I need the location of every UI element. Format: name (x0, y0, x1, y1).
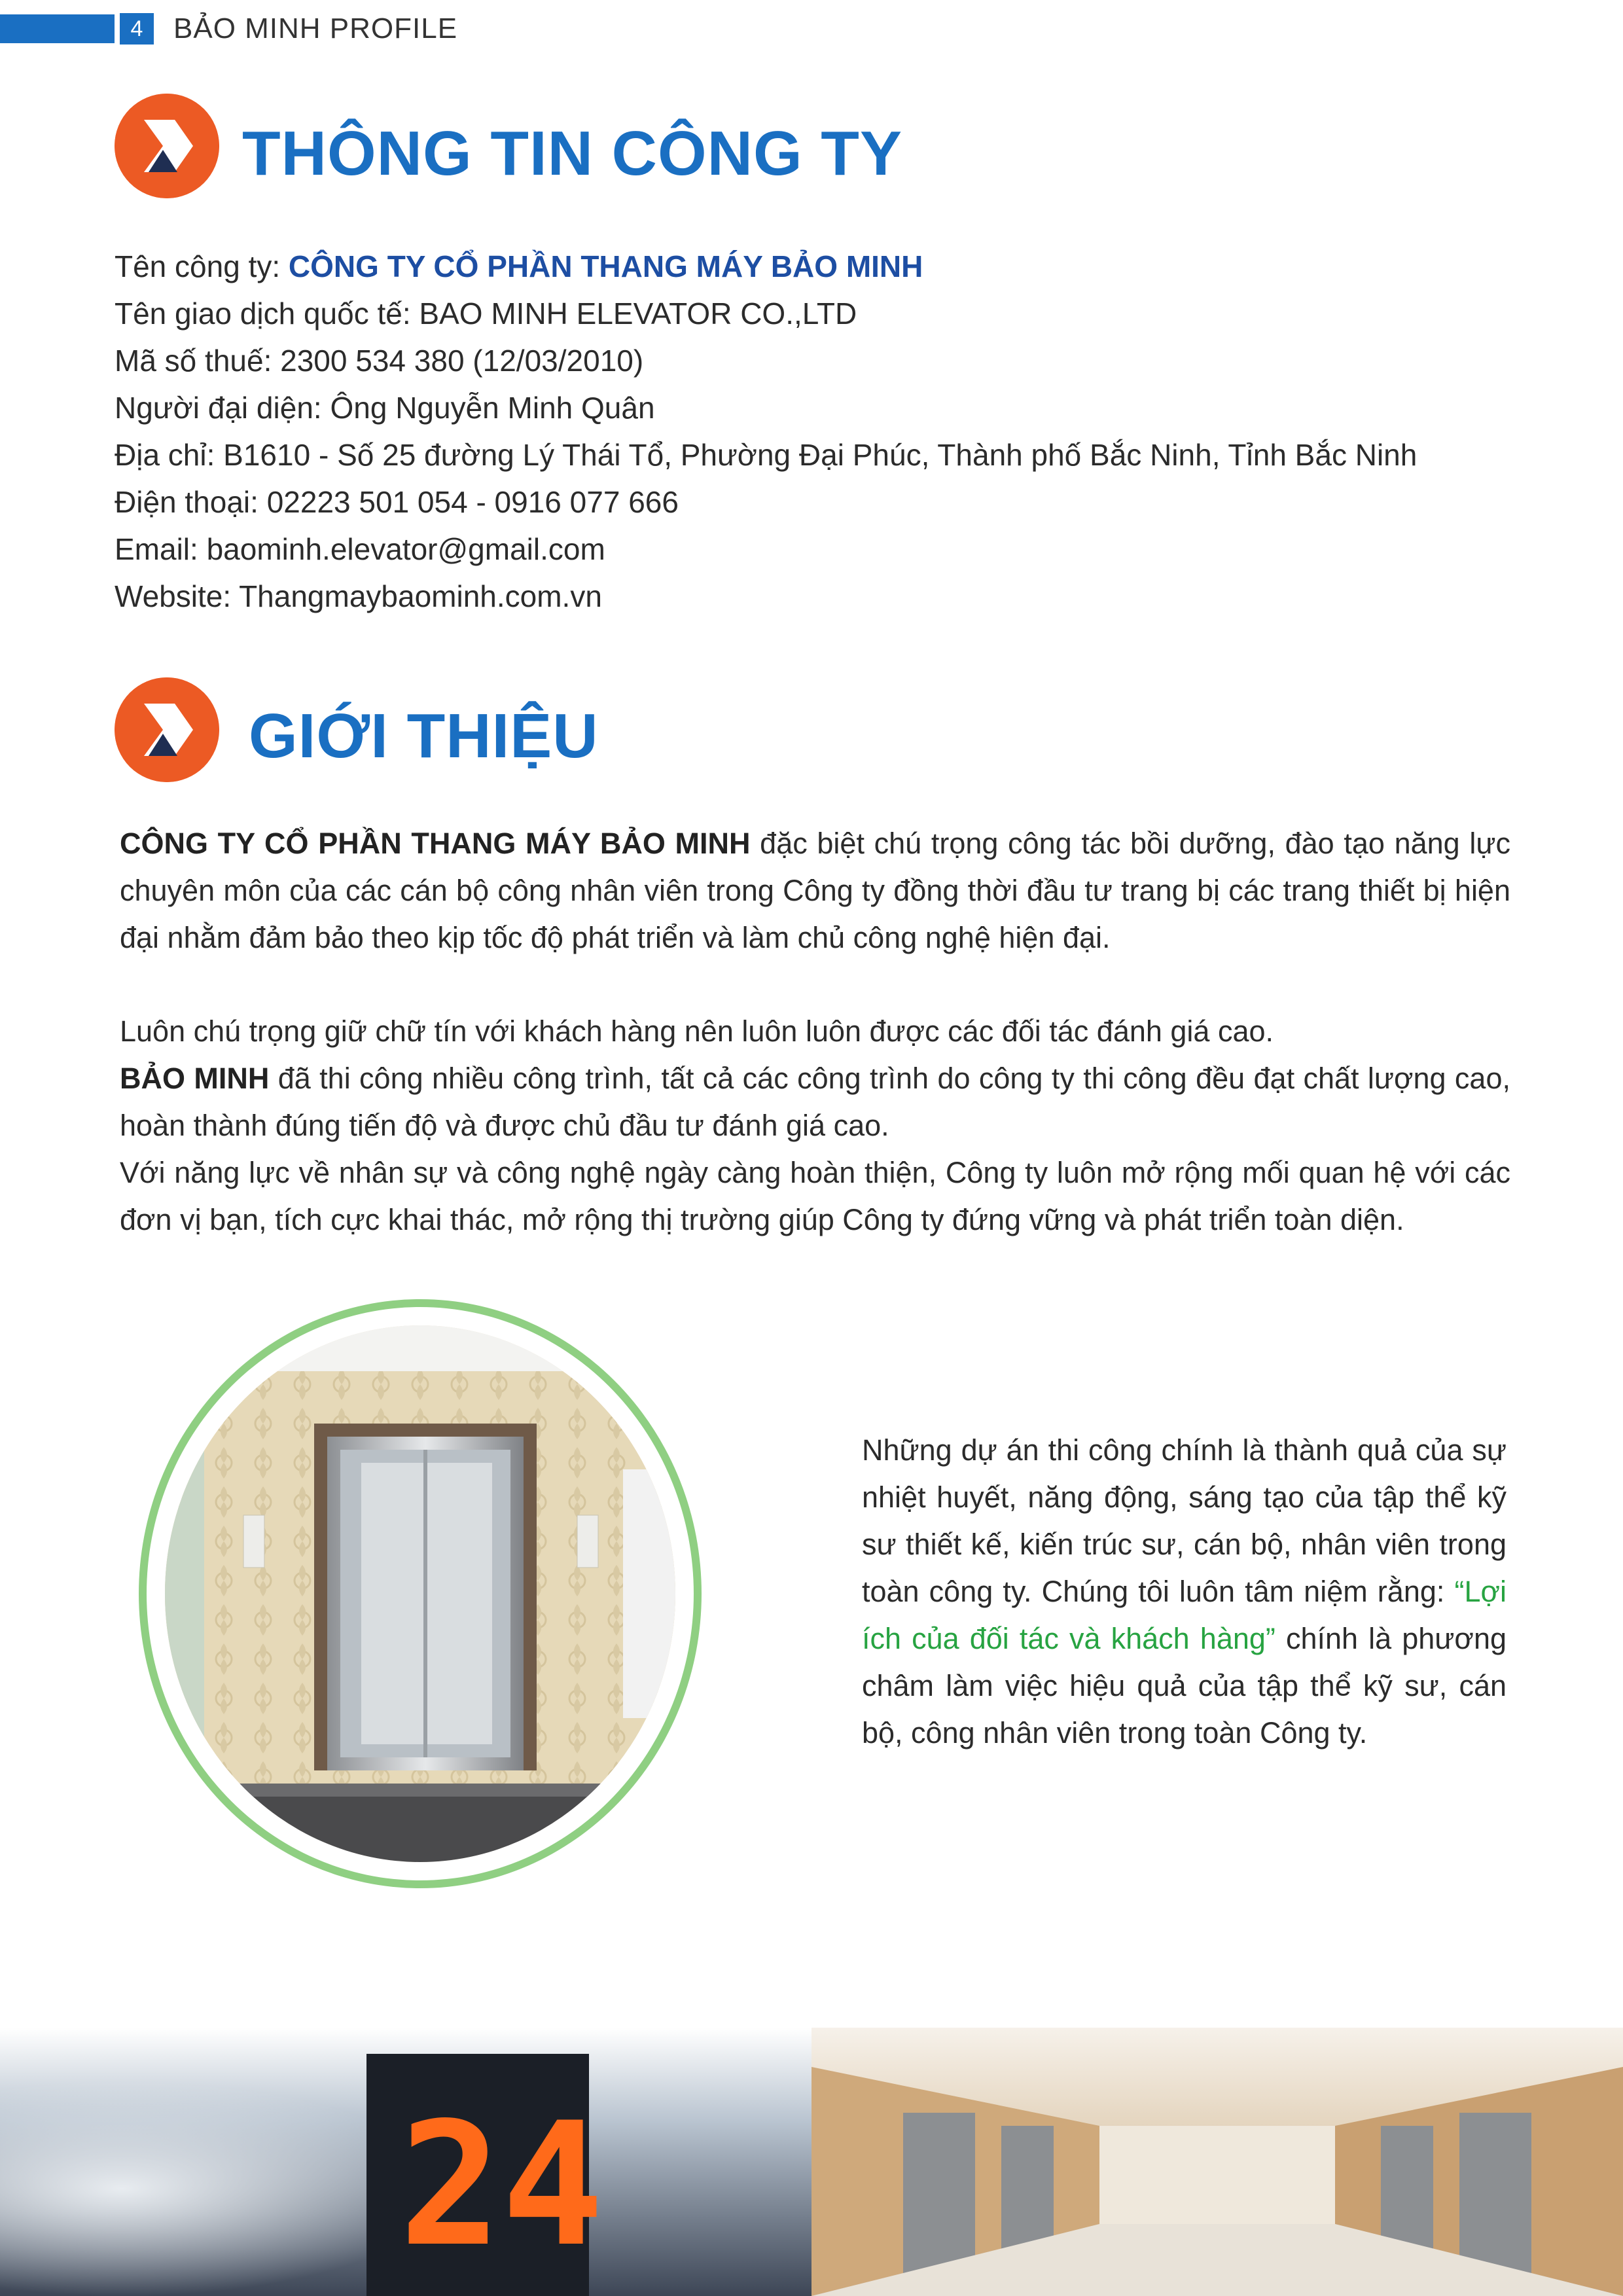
info-international-name: Tên giao dịch quốc tế: BAO MINH ELEVATOR CO.,LTD (115, 296, 857, 331)
document-header-title: BẢO MINH PROFILE (173, 12, 458, 45)
projects-paragraph: Những dự án thi công chính là thành quả của sự nhiệt huyết, năng động, sáng tạo của tập thể kỹ sư thiết kế, kiến trúc sư, cán bộ, nhân viên trong toàn công ty. Chúng tôi luôn tâm niệm rằng: “Lợi ích của đối tác và khách hàng” chính là phương châm làm việc hiệu quả của tập thể kỹ sư, cán bộ, công nhân viên trong toàn Công ty. (862, 1433, 1507, 1749)
info-tax-code: Mã số thuế: 2300 534 380 (12/03/2010) (115, 344, 644, 378)
info-email: Email: baominh.elevator@gmail.com (115, 532, 605, 566)
floor-display-photo (0, 2028, 812, 2296)
page-number: 4 (120, 13, 154, 45)
info-address: Địa chỉ: B1610 - Số 25 đường Lý Thái Tổ, Phường Đại Phúc, Thành phố Bắc Ninh, Tỉnh Bắc Ninh (115, 438, 1418, 472)
section-title-intro: GIỚI THIỆU (249, 701, 599, 771)
elevator-lobby-photo (812, 2028, 1623, 2296)
company-logo-icon (115, 94, 219, 198)
intro-paragraph-2: Luôn chú trọng giữ chữ tín với khách hàng nên luôn luôn được các đối tác đánh giá cao. (120, 1014, 1274, 1048)
quote-highlight: “Lợi ích của đối tác và khách hàng” (862, 1575, 1507, 1655)
section-title-company-info: THÔNG TIN CÔNG TY (242, 118, 902, 188)
floor-number-display: 24 (399, 2087, 605, 2284)
intro-paragraph-3: BẢO MINH đã thi công nhiều công trình, tất cả các công trình do công ty thi công đều đạt chất lượng cao, hoàn thành đúng tiến độ và được chủ đầu tư đánh giá cao. (120, 1062, 1510, 1142)
company-logo-icon (115, 677, 219, 782)
elevator-photo (139, 1299, 702, 1888)
info-phone: Điện thoại: 02223 501 054 - 0916 077 666 (115, 485, 679, 519)
website-link[interactable]: Thangmaybaominh.com.vn (239, 579, 602, 613)
intro-paragraph-4: Với năng lực về nhân sự và công nghệ ngày càng hoàn thiện, Công ty luôn mở rộng mối quan hệ với các đơn vị bạn, tích cực khai thác, mở rộng thị trường giúp Công ty đứng vững và phát triển toàn diện. (120, 1156, 1510, 1236)
email-link[interactable]: baominh.elevator@gmail.com (206, 532, 605, 566)
info-company-name: Tên công ty: CÔNG TY CỔ PHẦN THANG MÁY BẢO MINH (115, 249, 923, 283)
info-representative: Người đại diện: Ông Nguyễn Minh Quân (115, 391, 655, 425)
header-accent-bar (0, 14, 115, 43)
intro-paragraph-1: CÔNG TY CỔ PHẦN THANG MÁY BẢO MINH đặc biệt chú trọng công tác bồi dưỡng, đào tạo năng lực chuyên môn của các cán bộ công nhân viên trong Công ty đồng thời đầu tư trang bị các trang thiết bị hiện đại nhằm đảm bảo theo kịp tốc độ phát triển và làm chủ công nghệ hiện đại. (120, 827, 1510, 954)
info-website: Website: Thangmaybaominh.com.vn (115, 579, 602, 613)
